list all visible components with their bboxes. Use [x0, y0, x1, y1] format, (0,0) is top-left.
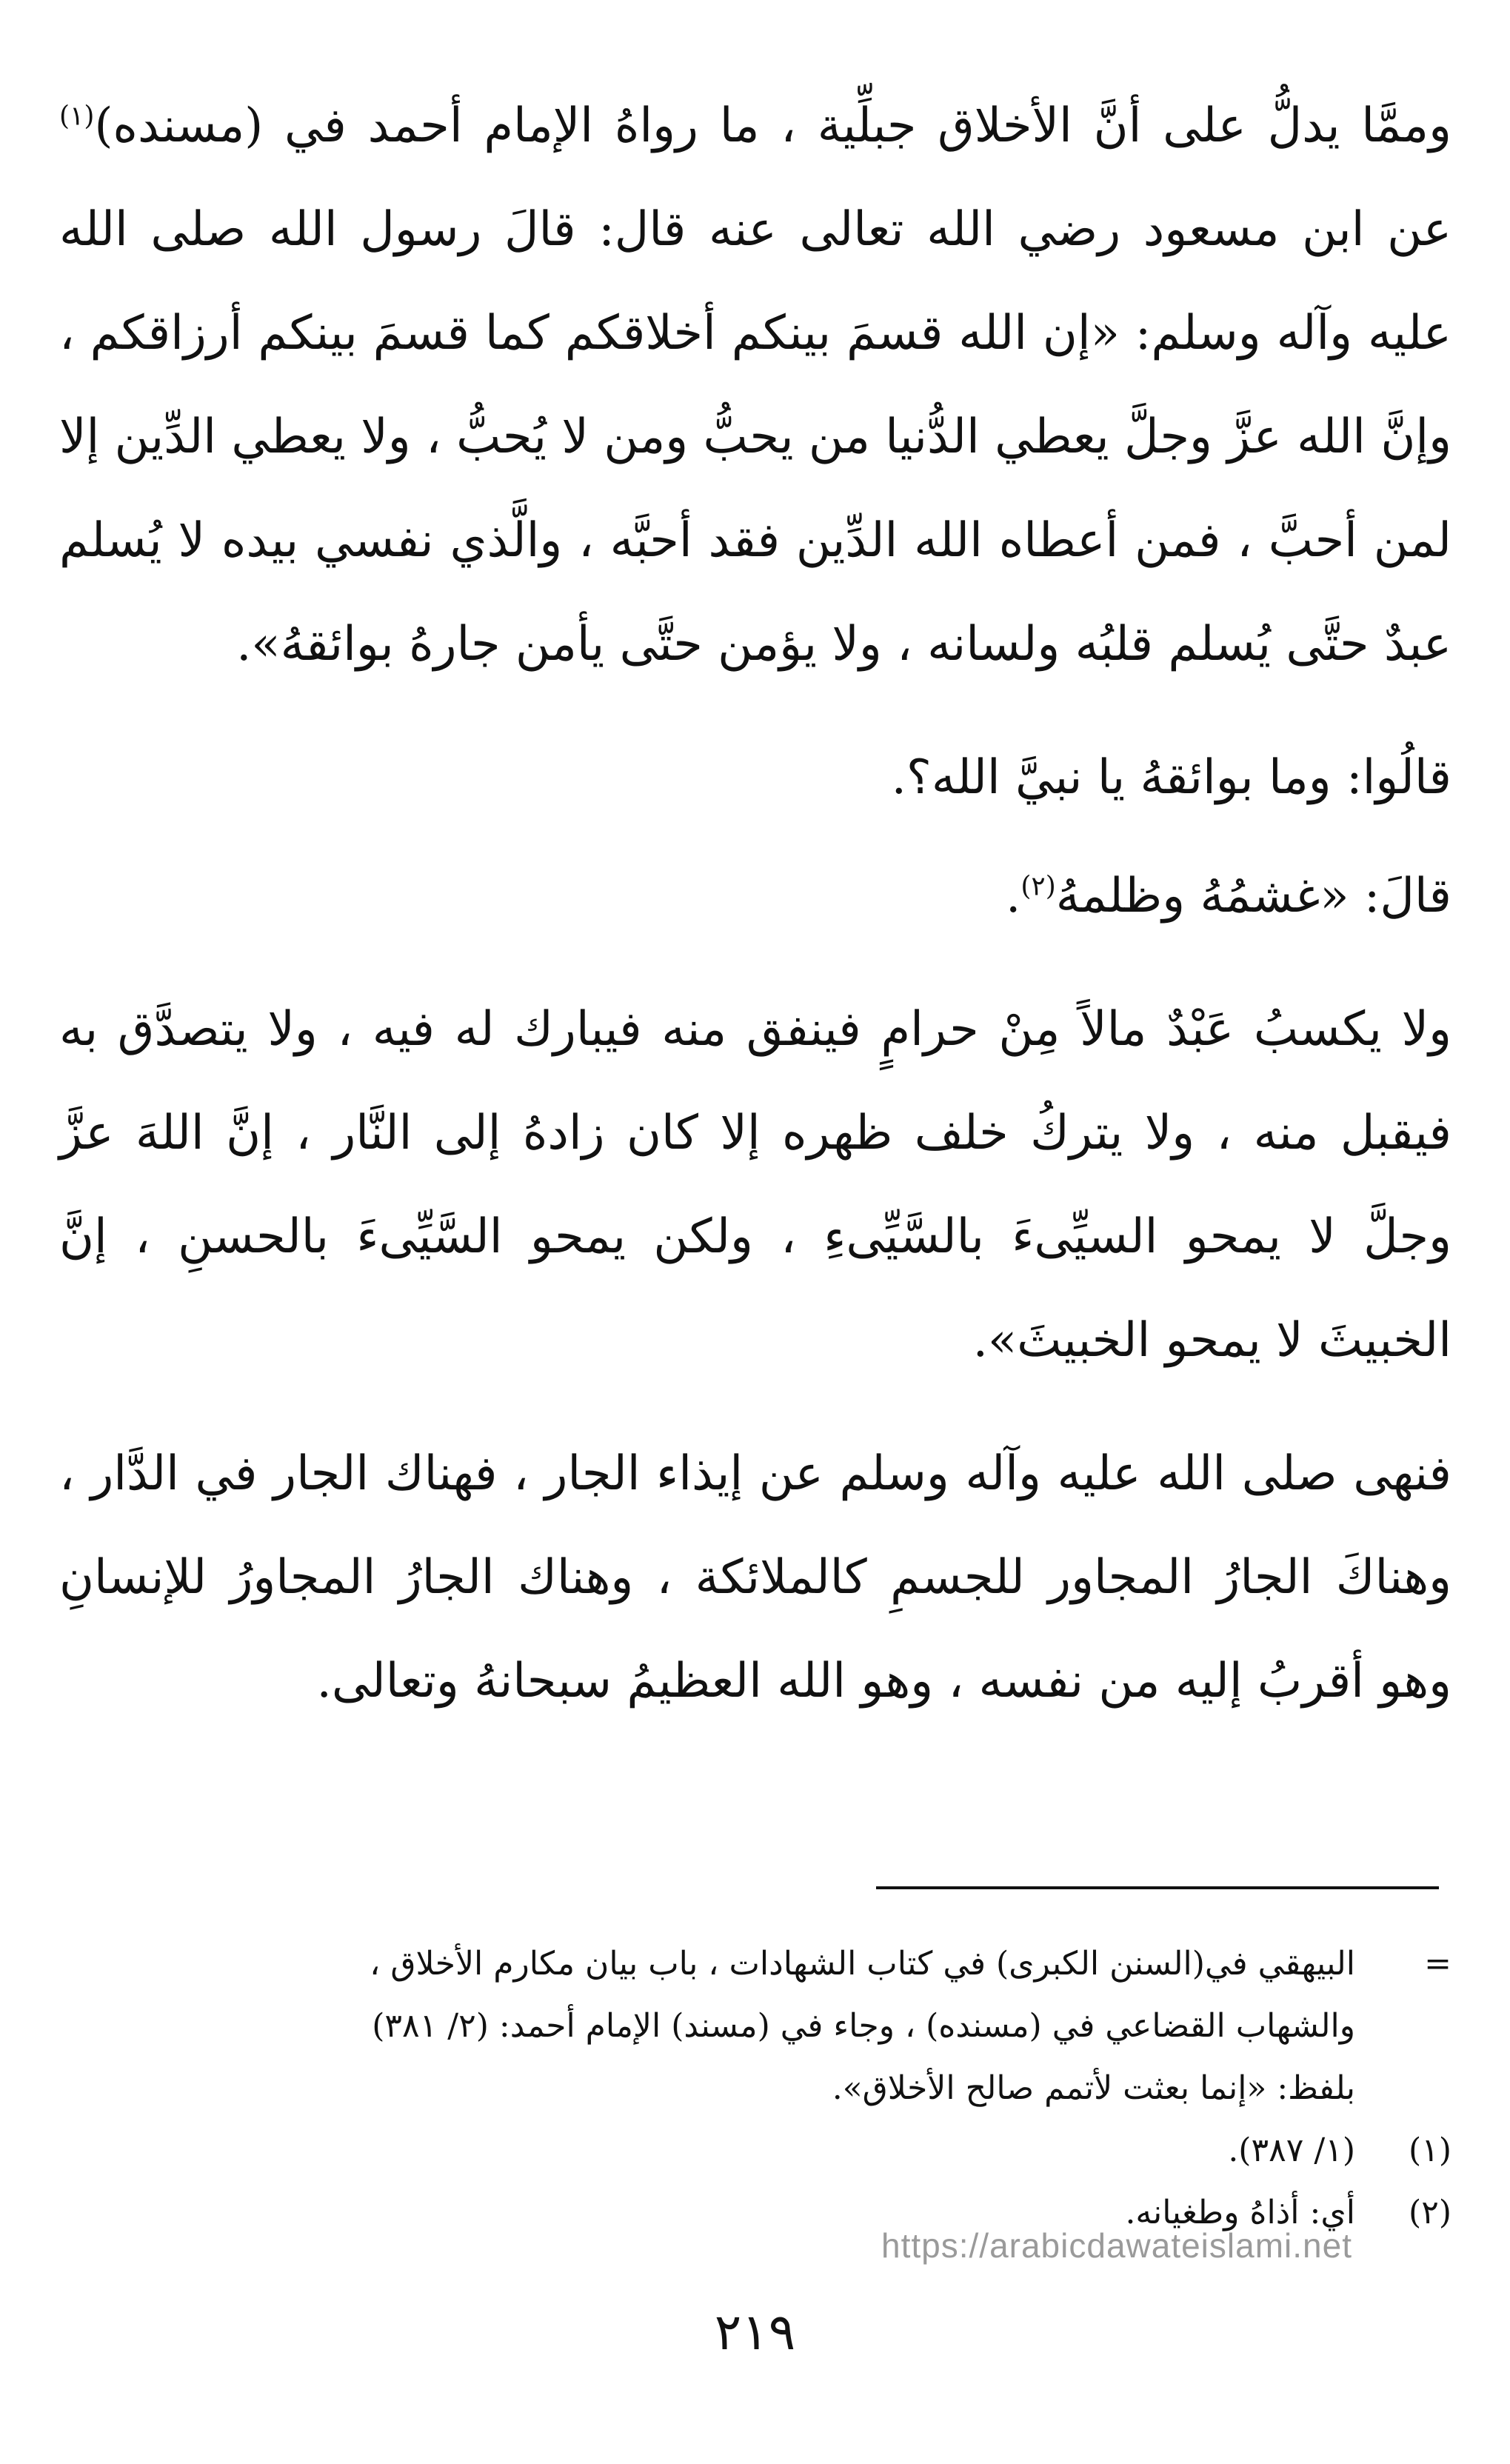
paragraph-neighbour — [59, 1422, 1451, 1733]
footnote-mark: (٢) — [1409, 2194, 1451, 2231]
paragraph-text: وممَّا يدلُّ على أنَّ الأخلاق جبلِّية ، ما رواهُ الإمام أحمد في (مسنده) — [94, 99, 1451, 153]
paragraph-text: . — [1006, 869, 1021, 924]
footnote-1 — [59, 2120, 1451, 2182]
paragraph-text: فنهى صلى الله عليه وآله وسلم عن إيذاء الجار ، فهناك الجار في الدَّار ، وهناكَ الجارُ المجاور للجسمِ كالملائكة ، وهناك الجارُ المجاورُ للإنسانِ وهو أقربُ إليه من نفسه ، وهو الله العظيمُ سبحانهُ وتعالى. — [59, 1446, 1451, 1709]
footnote-text: والشهاب القضاعي في (مسنده) ، وجاء في (مسند) الإمام أحمد: (٢/ ٣٨١) — [372, 2007, 1355, 2045]
footnote-divider — [876, 1886, 1439, 1889]
footnote-text: البيهقي في(السنن الكبرى) في كتاب الشهادات ، باب بيان مكارم الأخلاق ، — [370, 1945, 1355, 1983]
footnote-reference-1: (١) — [59, 101, 95, 132]
paragraph-text: قالُوا: وما بوائقهُ يا نبيَّ الله؟. — [891, 750, 1451, 805]
page-number: ٢١٩ — [714, 2303, 796, 2362]
footnote-text: بلفظ: «إنما بعثت لأتمم صالح الأخلاق». — [832, 2069, 1355, 2107]
footnotes — [59, 1933, 1451, 2244]
main-text — [59, 74, 1451, 1733]
paragraph-text: ولا يكسبُ عَبْدٌ مالاً مِنْ حرامٍ فينفق منه فيبارك له فيه ، ولا يتصدَّق به فيقبل منه ، ولا يتركُ خلف ظهره إلا كان زادهُ إلى النَّار ، إنَّ اللهَ عزَّ وجلَّ لا يمحو السيِّىءَ بالسَّيِّىءِ ، ولكن يمحو السَّيِّىءَ بالحسنِ ، إنَّ الخبيثَ لا يمحو الخبيثَ». — [59, 1002, 1452, 1368]
footnote-reference-2: (٢) — [1020, 871, 1056, 902]
paragraph-answer — [59, 844, 1451, 948]
footnote-text: (١/ ٣٨٧). — [1228, 2131, 1355, 2169]
footnote-mark: (١) — [1409, 2131, 1451, 2169]
watermark-url: https://arabicdawateislami.net — [881, 2226, 1352, 2265]
paragraph-earning — [59, 978, 1451, 1392]
paragraph-hadith-narration — [59, 74, 1451, 696]
paragraph-text: قالَ: «غشمُهُ وظلمهُ — [1055, 869, 1451, 924]
footnote-text: أي: أذاهُ وطغيانه. — [1125, 2194, 1355, 2231]
paragraph-text: عن ابن مسعود رضي الله تعالى عنه قال: قالَ رسول الله صلى الله عليه وآله وسلم: «إن الله قسمَ بينكم أخلاقكم كما قسمَ بينكم أرزاقكم ، وإنَّ الله عزَّ وجلَّ يعطي الدُّنيا من يحبُّ ومن لا يُحبُّ ، ولا يعطي الدِّين إلا لمن أحبَّ ، فمن أعطاه الله الدِّين فقد أحبَّه ، والَّذي نفسي بيده لا يُسلم عبدٌ حتَّى يُسلم قلبُه ولسانه ، ولا يؤمن حتَّى يأمن جارهُ بوائقهُ». — [59, 202, 1452, 672]
footnote-continuation-mark: = — [1424, 1945, 1451, 1983]
footnote-continuation — [59, 1933, 1451, 1995]
paragraph-question — [59, 726, 1451, 829]
